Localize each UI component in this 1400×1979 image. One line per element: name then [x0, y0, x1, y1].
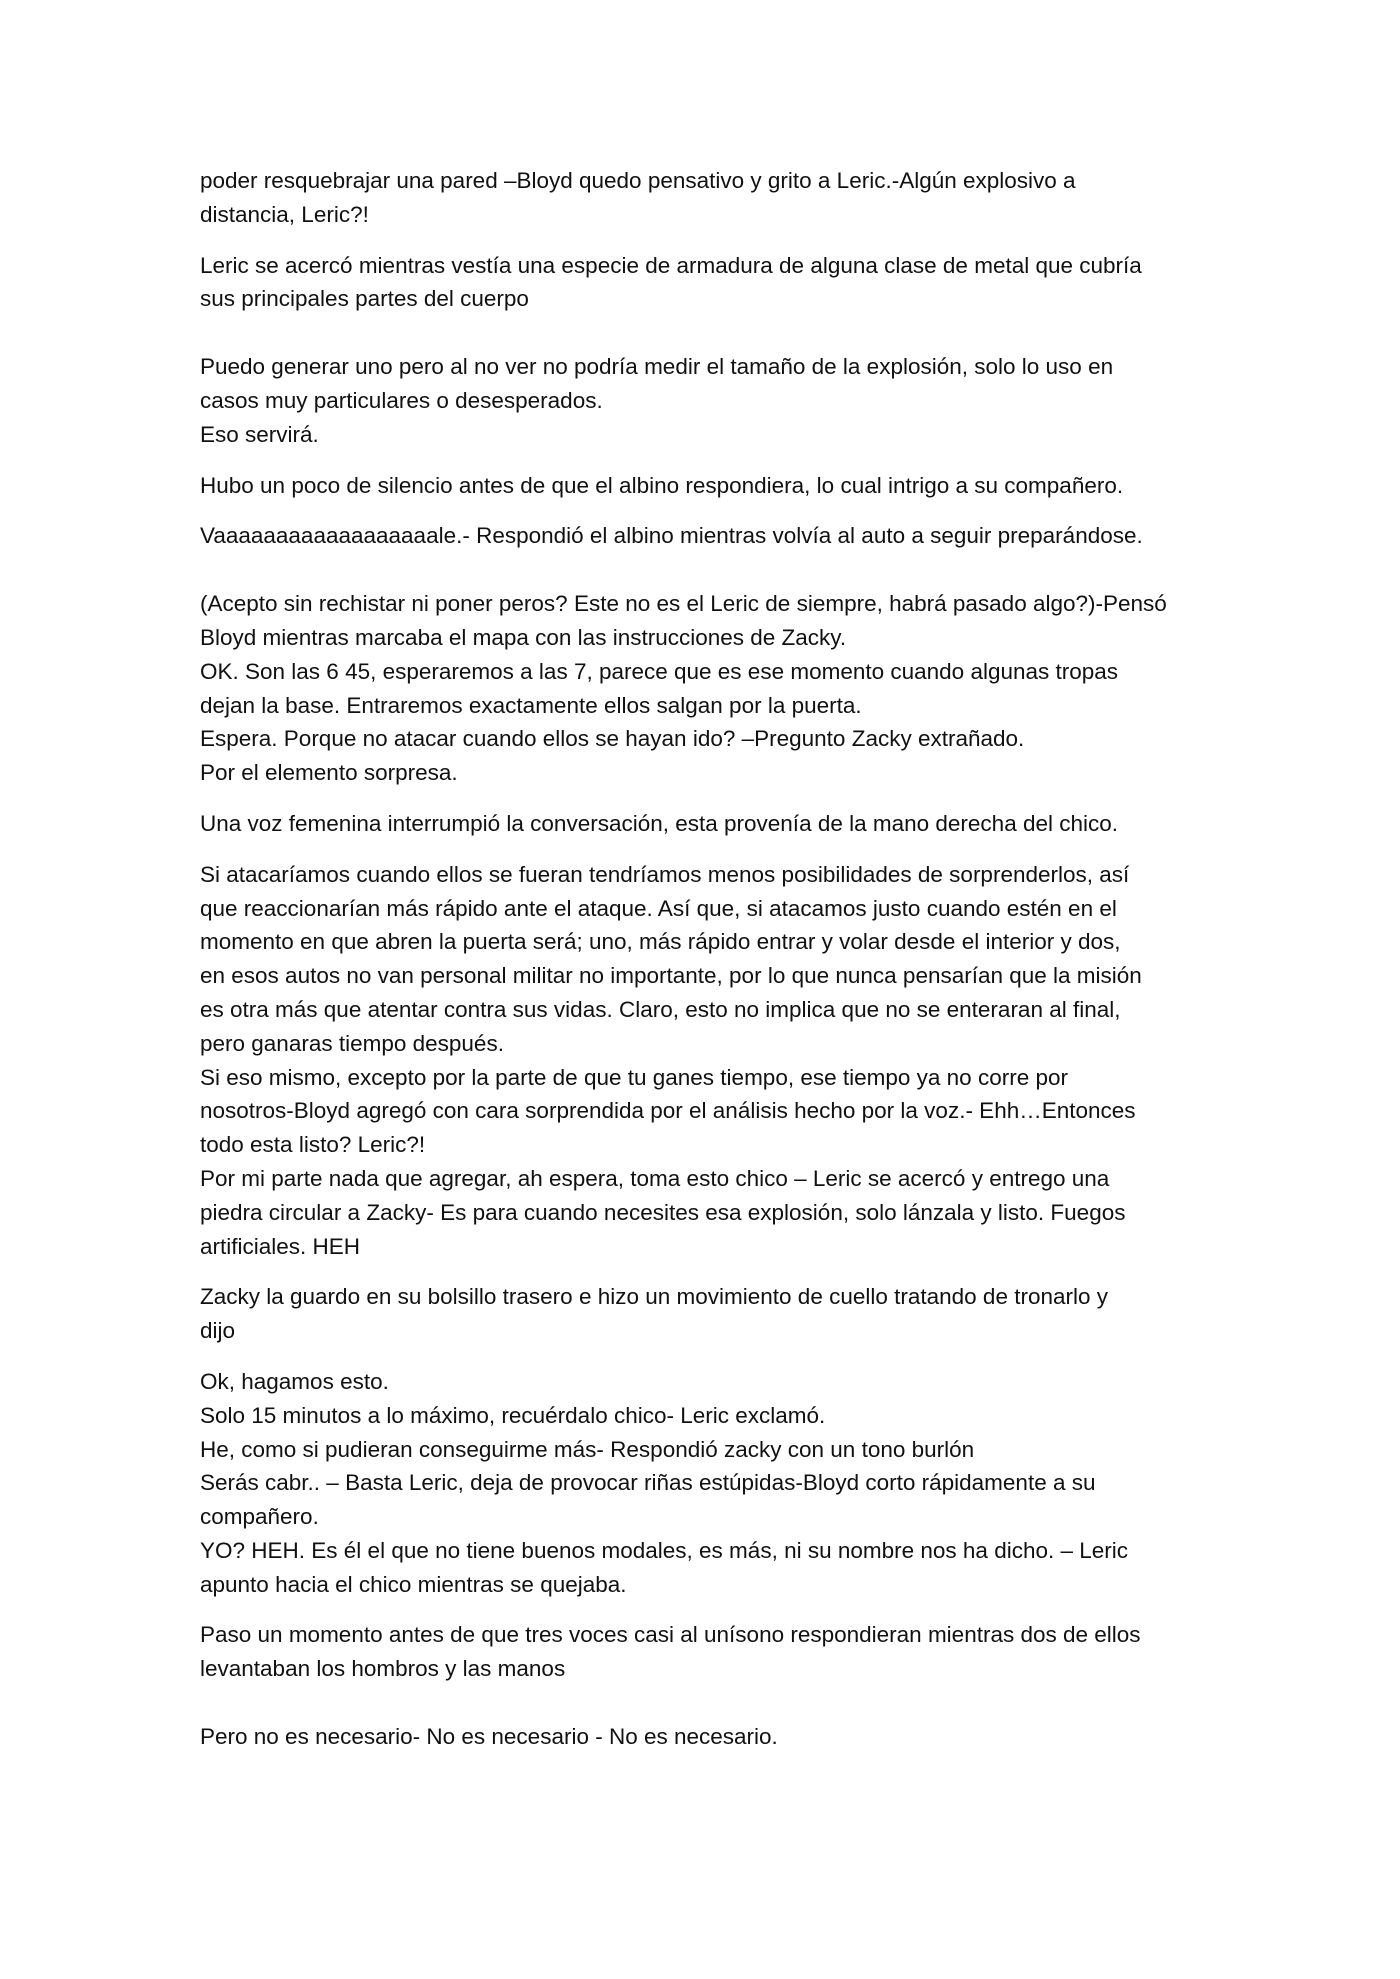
paragraph-1	[200, 164, 1210, 232]
paragraph-spacer	[200, 232, 1210, 249]
text-line: nosotros-Bloyd agregó con cara sorprendida por el análisis hecho por la voz.- Ehh…Entonces	[200, 1098, 1136, 1124]
text-line: Por el elemento sorpresa.	[200, 760, 458, 786]
text-line: poder resquebrajar una pared –Bloyd quedo pensativo y grito a Leric.-Algún explosivo a	[200, 168, 1076, 193]
text-line: Hubo un poco de silencio antes de que el albino respondiera, lo cual intrigo a su compañero.	[200, 472, 1124, 498]
text-line: pero ganaras tiempo después.	[200, 1030, 504, 1056]
text-line: Paso un momento antes de que tres voces casi al unísono respondieran mientras dos de ellos	[200, 1622, 1141, 1648]
text-line: Si eso mismo, excepto por la parte de que tu ganes tiempo, ese tiempo ya no corre por	[200, 1064, 1068, 1090]
paragraph-6	[200, 587, 1210, 790]
text-line: Una voz femenina interrumpió la conversación, esta provenía de la mano derecha del chico.	[200, 810, 1119, 836]
paragraph-7	[200, 807, 1210, 841]
paragraph-10	[200, 1365, 1210, 1602]
paragraph-spacer	[200, 790, 1210, 807]
text-line: Eso servirá.	[200, 421, 319, 447]
document-body	[200, 164, 1210, 1754]
paragraph-spacer	[200, 452, 1210, 469]
paragraph-spacer	[200, 553, 1210, 587]
paragraph-9	[200, 1280, 1210, 1348]
paragraph-11	[200, 1618, 1210, 1686]
text-line: todo esta listo? Leric?!	[200, 1132, 426, 1158]
text-line: compañero.	[200, 1504, 319, 1530]
text-line: apunto hacia el chico mientras se quejaba.	[200, 1571, 627, 1597]
paragraph-spacer	[200, 316, 1210, 350]
paragraph-spacer	[200, 1263, 1210, 1280]
text-line: Solo 15 minutos a lo máximo, recuérdalo chico- Leric exclamó.	[200, 1402, 826, 1428]
text-line: dejan la base. Entraremos exactamente ellos salgan por la puerta.	[200, 692, 862, 718]
text-line: piedra circular a Zacky- Es para cuando necesites esa explosión, solo lánzala y listo. Fuegos	[200, 1199, 1126, 1225]
text-line: que reaccionarían más rápido ante el ataque. Así que, si atacamos justo cuando estén en el	[200, 895, 1117, 921]
paragraph-spacer	[200, 841, 1210, 858]
text-line: Bloyd mientras marcaba el mapa con las instrucciones de Zacky.	[200, 624, 847, 650]
paragraph-8	[200, 858, 1210, 1264]
paragraph-12	[200, 1720, 1210, 1754]
text-line: dijo	[200, 1318, 236, 1344]
text-line: momento en que abren la puerta será; uno, más rápido entrar y volar desde el interior y dos,	[200, 929, 1121, 955]
paragraph-spacer	[200, 502, 1210, 519]
paragraph-spacer	[200, 1348, 1210, 1365]
text-line: He, como si pudieran conseguirme más- Respondió zacky con un tono burlón	[200, 1436, 975, 1462]
paragraph-spacer	[200, 1601, 1210, 1618]
text-line: Leric se acercó mientras vestía una especie de armadura de alguna clase de metal que cubría	[200, 252, 1142, 278]
text-line: casos muy particulares o desesperados.	[200, 387, 603, 413]
text-line: Por mi parte nada que agregar, ah espera, toma esto chico – Leric se acercó y entrego una	[200, 1165, 1110, 1191]
text-line: Espera. Porque no atacar cuando ellos se hayan ido? –Pregunto Zacky extrañado.	[200, 726, 1025, 752]
text-line: Pero no es necesario- No es necesario - No es necesario.	[200, 1724, 778, 1750]
text-line: OK. Son las 6 45, esperaremos a las 7, parece que es ese momento cuando algunas tropas	[200, 658, 1119, 684]
text-line: artificiales. HEH	[200, 1233, 361, 1259]
paragraph-4	[200, 469, 1210, 503]
text-line: levantaban los hombros y las manos	[200, 1656, 566, 1682]
text-line: Puedo generar uno pero al no ver no podría medir el tamaño de la explosión, solo lo uso en	[200, 354, 1114, 380]
text-line: Ok, hagamos esto.	[200, 1368, 389, 1394]
text-line: YO? HEH. Es él el que no tiene buenos modales, es más, ni su nombre nos ha dicho. – Leric	[200, 1537, 1129, 1563]
text-line: distancia, Leric?!	[200, 201, 369, 227]
paragraph-2	[200, 249, 1210, 317]
text-line: sus principales partes del cuerpo	[200, 286, 529, 312]
text-line: (Acepto sin rechistar ni poner peros? Este no es el Leric de siempre, habrá pasado algo?)-Pensó	[200, 591, 1167, 617]
paragraph-3	[200, 350, 1210, 451]
text-line: Si atacaríamos cuando ellos se fueran tendríamos menos posibilidades de sorprenderlos, así	[200, 861, 1130, 887]
text-line: Serás cabr.. – Basta Leric, deja de provocar riñas estúpidas-Bloyd corto rápidamente a su	[200, 1470, 1096, 1496]
text-line: en esos autos no van personal militar no importante, por lo que nunca pensarían que la misión	[200, 963, 1142, 989]
text-line: Vaaaaaaaaaaaaaaaaaale.- Respondió el albino mientras volvía al auto a seguir preparándose.	[200, 523, 1143, 549]
text-line: Zacky la guardo en su bolsillo trasero e hizo un movimiento de cuello tratando de tronarlo y	[200, 1284, 1108, 1310]
text-line: es otra más que atentar contra sus vidas. Claro, esto no implica que no se enteraran al final,	[200, 996, 1121, 1022]
paragraph-5	[200, 519, 1210, 553]
paragraph-spacer	[200, 1686, 1210, 1720]
